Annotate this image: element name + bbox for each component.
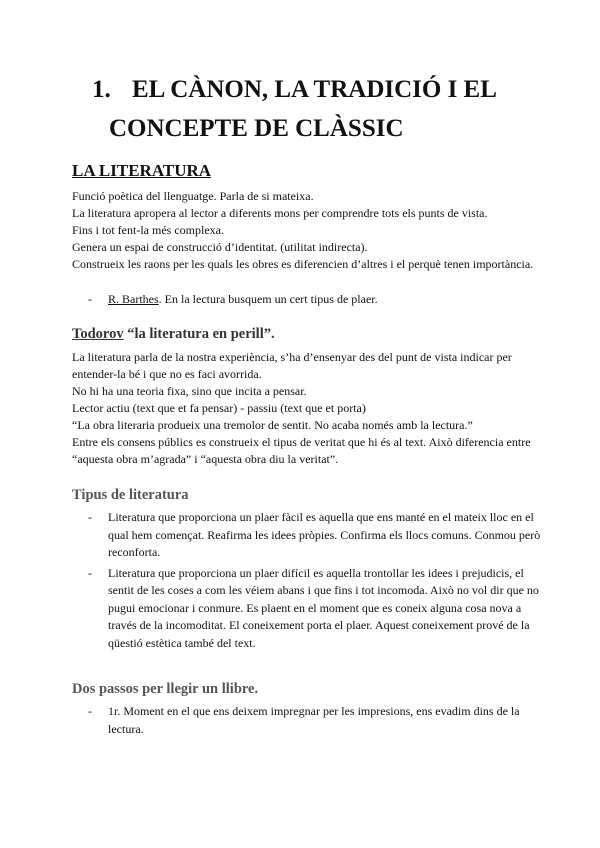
- list-item-text: Literatura que proporciona un plaer difícil es aquella trontollar les idees i prejudicis, el sentit de les coses a com les véiem abans i que fins i tot incomoda. Això no vol dir que no pugui emocionar i conmure. Es plaent en el moment que es coneix alguna cosa nova a través de la incomoditat. El coneixement porta el plaer. Aquest coneixement prové de la qüestió estètica també del text.: [108, 565, 539, 650]
- list-item: [88, 509, 544, 562]
- todorov-line: La literatura parla de la nostra experiència, s’ha d’ensenyar des del punt de vista indicar per entender-la bé i que no es faci avorrida.: [72, 350, 512, 381]
- list-item-text: 1r. Moment en el que ens deixem impregnar per les impresions, ens evadim dins de la lectura.: [108, 704, 520, 736]
- literatura-paragraph: [72, 188, 542, 273]
- list-item-text: Literatura que proporciona un plaer fàcil es aquella que ens manté en el mateix lloc en el qual hem començat. Reafirma les idees pròpies. Confirma els llocs comuns. Conmou però reconforta.: [108, 510, 541, 559]
- tipus-list: [88, 509, 544, 653]
- list-item-text: . En la lectura busquem un cert tipus de plaer.: [158, 292, 378, 306]
- title-number: 1.: [92, 76, 111, 103]
- todorov-line: “La obra literaria produeix una tremolor de sentit. No acaba només amb la lectura.”: [72, 418, 473, 432]
- list-dash: -: [88, 565, 92, 580]
- heading-todorov: [72, 325, 275, 343]
- literatura-line: Genera un espai de construcció d’identitat. (utilitat indirecta).: [72, 240, 368, 254]
- literatura-line: Fins i tot fent-la més complexa.: [72, 223, 224, 237]
- list-item: [88, 565, 544, 653]
- list-dash: -: [88, 292, 92, 306]
- author-barthes: R. Barthes: [108, 292, 159, 306]
- todorov-line: Entre els consens públics es construeix el tipus de veritat que hi és al text. Això diferencia entre “aquesta obra m’agrada” i “aquesta obra diu la veritat”.: [72, 435, 531, 466]
- literatura-line: Funció poètica del llenguatge. Parla de si mateixa.: [72, 189, 314, 203]
- literatura-line: La literatura apropera al lector a diferents mons per comprendre tots els punts de vista.: [72, 206, 488, 220]
- list-item: [88, 703, 544, 738]
- heading-todorov-title: “la literatura en perill”.: [123, 326, 275, 342]
- heading-la-literatura: LA LITERATURA: [72, 161, 212, 180]
- heading-dos-passos: Dos passos per llegir un llibre.: [72, 681, 259, 697]
- todorov-line: No hi ha una teoria fixa, sino que incita a pensar.: [72, 384, 307, 398]
- passos-list: [88, 703, 544, 739]
- list-dash: -: [88, 510, 92, 524]
- heading-tipus-de-literatura: Tipus de literatura: [72, 487, 189, 503]
- heading-todorov-author: Todorov: [72, 326, 124, 342]
- todorov-line: Lector actiu (text que et fa pensar) - passiu (text que et porta): [72, 401, 366, 415]
- title-line-2: CONCEPTE DE CLÀSSIC: [109, 115, 404, 142]
- literatura-line: Construeix les raons per les quals les obres es diferencien d’altres i el perquè tenen importància.: [72, 257, 534, 271]
- list-dash: -: [88, 704, 92, 718]
- list-item: [88, 291, 544, 309]
- literatura-list: [88, 291, 544, 310]
- todorov-paragraph: [72, 349, 542, 468]
- title-line-1: EL CÀNON, LA TRADICIÓ I EL: [132, 76, 497, 103]
